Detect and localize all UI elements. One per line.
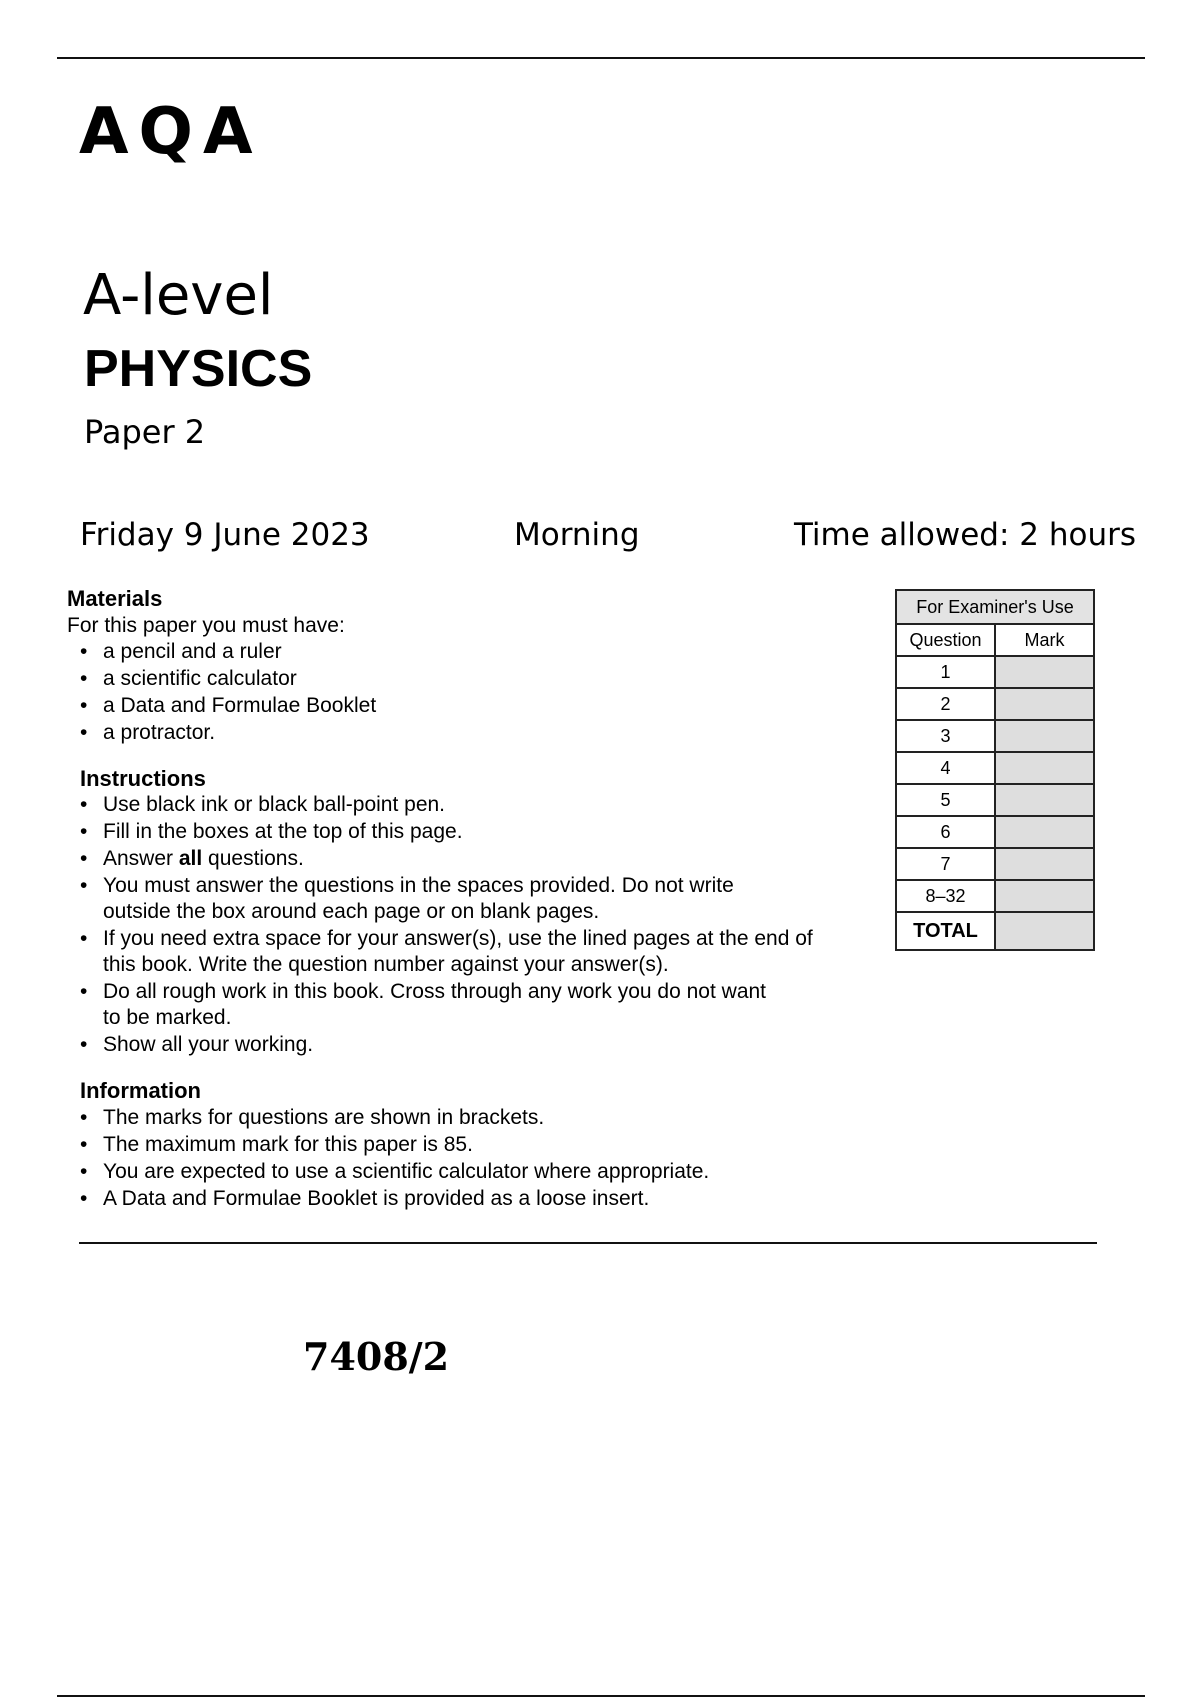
instructions-heading: Instructions [80, 765, 206, 791]
table-row [896, 720, 1094, 752]
list-item: • a pencil and a ruler [80, 639, 867, 665]
table-row [896, 784, 1094, 816]
column-header-question: Question [896, 624, 995, 656]
time-allowed: Time allowed: 2 hours [793, 517, 1136, 553]
mark-cell [995, 880, 1094, 912]
list-item: • A Data and Formulae Booklet is provided as a loose insert. [80, 1186, 867, 1212]
total-row [896, 912, 1094, 950]
subject-title: PHYSICS [84, 340, 313, 398]
list-item: • Answer all questions. [80, 846, 867, 872]
list-item: • Use black ink or black ball-point pen. [80, 792, 867, 818]
bottom-rule [57, 1695, 1145, 1697]
list-item: • Show all your working. [80, 1032, 867, 1058]
table-row [896, 752, 1094, 784]
examiner-table-title: For Examiner's Use [896, 590, 1094, 624]
table-row [896, 880, 1094, 912]
question-number: 3 [896, 720, 995, 752]
table-row [896, 656, 1094, 688]
question-number: 6 [896, 816, 995, 848]
question-number: 2 [896, 688, 995, 720]
examiner-use-table [895, 589, 1095, 951]
total-label: TOTAL [896, 912, 995, 950]
list-item: • Fill in the boxes at the top of this page. [80, 819, 867, 845]
materials-heading: Materials [67, 586, 163, 611]
question-number: 7 [896, 848, 995, 880]
question-number: 1 [896, 656, 995, 688]
mark-cell [995, 752, 1094, 784]
exam-date: Friday 9 June 2023 [80, 517, 370, 553]
top-rule [57, 57, 1145, 59]
qualification-level: A-level [83, 263, 274, 328]
list-item: • a Data and Formulae Booklet [80, 693, 867, 719]
instructions-list [80, 792, 867, 1058]
table-row [896, 848, 1094, 880]
table-row [896, 816, 1094, 848]
mark-cell [995, 784, 1094, 816]
emphasis-all: all [178, 847, 203, 871]
information-list [80, 1105, 867, 1212]
mark-cell [995, 816, 1094, 848]
information-heading: Information [80, 1078, 201, 1104]
list-item: • The maximum mark for this paper is 85. [80, 1132, 867, 1158]
list-item: • If you need extra space for your answer(s), use the lined pages at the end of this book. Write the question number against your answer(s). [80, 926, 867, 978]
list-item: • You must answer the questions in the spaces provided. Do not write outside the box around each page or on blank pages. [80, 873, 867, 925]
mark-cell [995, 848, 1094, 880]
materials-intro: For this paper you must have: [67, 613, 345, 637]
mark-cell [995, 688, 1094, 720]
materials-list [80, 639, 867, 746]
section-divider [79, 1242, 1097, 1244]
paper-code: 7408/2 [303, 1334, 450, 1379]
column-header-mark: Mark [995, 624, 1094, 656]
list-item: • a scientific calculator [80, 666, 867, 692]
instructions-column [67, 585, 867, 1213]
list-item: • a protractor. [80, 720, 867, 746]
question-number: 8–32 [896, 880, 995, 912]
question-number: 5 [896, 784, 995, 816]
exam-session: Morning [514, 517, 640, 553]
total-mark-cell [995, 912, 1094, 950]
paper-number: Paper 2 [84, 413, 206, 451]
list-item: • Do all rough work in this book. Cross through any work you do not want to be marked. [80, 979, 867, 1031]
mark-cell [995, 656, 1094, 688]
mark-cell [995, 720, 1094, 752]
question-number: 4 [896, 752, 995, 784]
aqa-logo: AQA [79, 95, 263, 169]
table-row [896, 688, 1094, 720]
list-item: • You are expected to use a scientific calculator where appropriate. [80, 1159, 867, 1185]
list-item: • The marks for questions are shown in brackets. [80, 1105, 867, 1131]
